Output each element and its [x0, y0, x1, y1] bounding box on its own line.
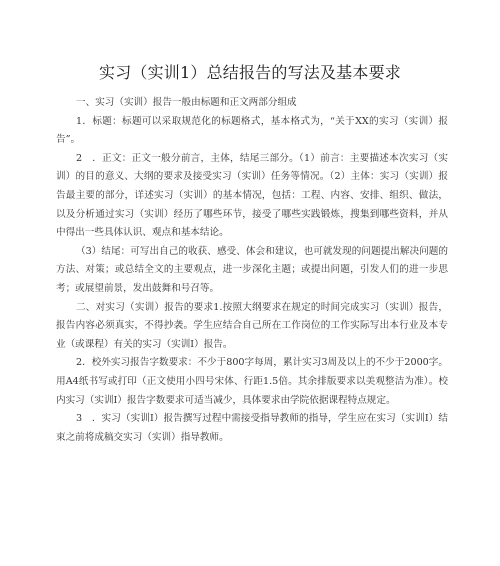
- paragraph-conclusion: （3）结尾：可写出自己的收获、感受、体会和建议，也可就发现的问题提出解决问题的方法、对策；或总结全文的主要观点，进一步深化主题；或提出问题，引发人们的进一步思考；或展望前景，发出鼓舞和号召等。: [56, 245, 448, 294]
- paragraph-guidance: 3 ．实习（实训I）报告撰写过程中需接受指导教师的指导，学生应在实习（实训I）结束之前将成稿交实习（实训）指导教师。: [56, 413, 448, 443]
- section-heading-two: 二、对实习（实训）报告的要求1.按照大纲要求在规定的时间完成实习（实训）报告，报告内容必须真实，不得抄袭。学生应结合自己所在工作岗位的工作实际写出本行业及本专业（或课程）有关的实习（实训I）报告。: [56, 301, 448, 350]
- paragraph-title-format: 1．标题：标题可以采取规范化的标题格式，基本格式为，“关于XX的实习（实训）报告”。: [56, 115, 448, 146]
- document-title: 实习（实训1）总结报告的写法及基本要求: [99, 63, 401, 82]
- paragraph-word-count: 2．校外实习报告字数要求：不少于800字每周，累计实习3周及以上的不少于2000字。用A4纸书写或打印（正文使用小四号宋体、行距1.5倍。其余排版要求以美观整洁为准）。校内实习（实训I）报告字数要求可适当减少，具体要求由学院依据课程特点规定。: [56, 357, 448, 406]
- section-heading-one: 一、实习（实训）报告一般由标题和正文两部分组成: [76, 97, 297, 108]
- document-body: [56, 94, 448, 447]
- paragraph-body-structure: 2 ．正文：正文一般分前言，主体，结尾三部分。（1）前言：主要描述本次实习（实训）的目的意义、大纲的要求及接受实习（实训）任务等情况。（2）主体：实习（实训）报告最主要的部分，详述实习（实训）的基本情况，包括：工程、内容、安排、组织、做法，以及分析通过实习（实训）经历了哪些环节，接受了哪些实践锻炼，搜集到哪些资料，并从中得出一些具体认识、观点和基本结论。: [56, 152, 448, 239]
